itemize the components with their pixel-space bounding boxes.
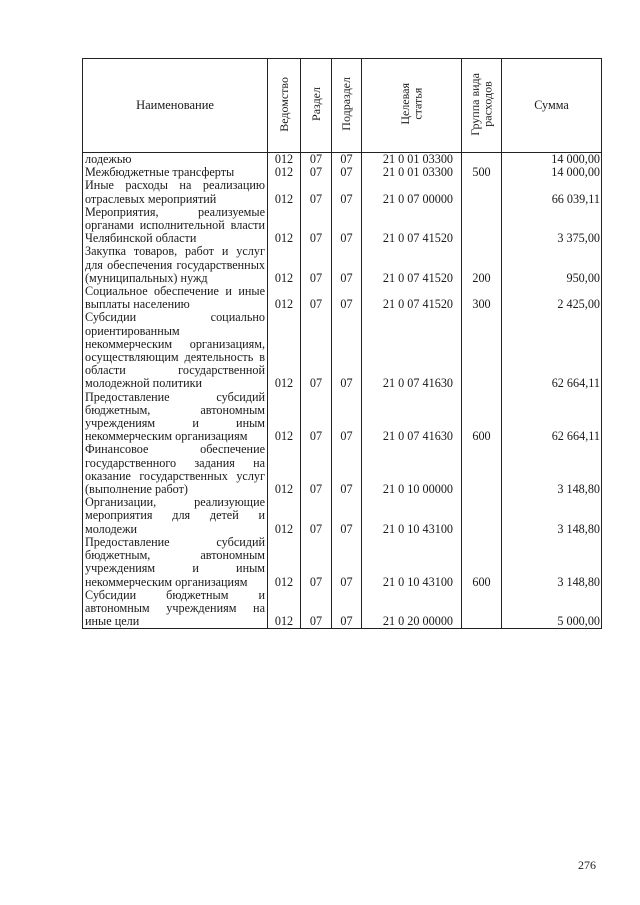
row-dept: 012 <box>268 589 301 629</box>
row-group: 200 <box>462 245 502 285</box>
row-group: 300 <box>462 285 502 311</box>
row-group <box>462 496 502 536</box>
row-section: 07 <box>301 391 332 444</box>
header-section-text: Раздел <box>308 86 323 121</box>
table-row <box>83 285 602 311</box>
header-target-line1: Целевая <box>398 83 412 125</box>
header-dept-text: Ведомство <box>276 76 291 132</box>
row-sum: 3 375,00 <box>502 206 602 246</box>
row-sum: 3 148,80 <box>502 536 602 589</box>
row-group <box>462 589 502 629</box>
row-section: 07 <box>301 536 332 589</box>
table-row <box>83 206 602 246</box>
row-sum: 62 664,11 <box>502 391 602 444</box>
row-section: 07 <box>301 206 332 246</box>
table-row <box>83 153 602 167</box>
row-sum: 62 664,11 <box>502 311 602 390</box>
row-subsection: 07 <box>332 245 362 285</box>
row-name: Мероприятия, реализуемые органами исполнительной власти Челябинской области <box>83 206 268 246</box>
row-target: 21 0 01 03300 <box>362 166 462 179</box>
table-row <box>83 443 602 496</box>
header-name <box>83 59 268 153</box>
row-target: 21 0 07 41520 <box>362 245 462 285</box>
row-sum: 14 000,00 <box>502 153 602 167</box>
row-dept: 012 <box>268 311 301 390</box>
row-target: 21 0 20 00000 <box>362 589 462 629</box>
row-section: 07 <box>301 496 332 536</box>
header-section <box>301 59 332 153</box>
row-name: Субсидии социально ориентированным некоммерческим организациям, осуществляющим деятельность в области государственной молодежной политики <box>83 311 268 390</box>
table-row <box>83 589 602 629</box>
row-subsection: 07 <box>332 391 362 444</box>
row-sum: 5 000,00 <box>502 589 602 629</box>
row-name: Финансовое обеспечение государственного задания на оказание государственных услуг (выполнение работ) <box>83 443 268 496</box>
row-sum: 66 039,11 <box>502 179 602 205</box>
row-subsection: 07 <box>332 206 362 246</box>
row-sum: 950,00 <box>502 245 602 285</box>
table-row <box>83 179 602 205</box>
row-target: 21 0 01 03300 <box>362 153 462 167</box>
row-section: 07 <box>301 311 332 390</box>
row-target: 21 0 07 41630 <box>362 391 462 444</box>
row-group: 600 <box>462 391 502 444</box>
table-row <box>83 245 602 285</box>
header-row <box>83 59 602 153</box>
row-name: Социальное обеспечение и иные выплаты населению <box>83 285 268 311</box>
row-section: 07 <box>301 153 332 167</box>
row-name: Предоставление субсидий бюджетным, автономным учреждениям и иным некоммерческим организациям <box>83 391 268 444</box>
row-dept: 012 <box>268 245 301 285</box>
row-target: 21 0 07 41520 <box>362 206 462 246</box>
row-group: 500 <box>462 166 502 179</box>
page-number: 276 <box>578 858 596 872</box>
table-row <box>83 496 602 536</box>
row-group <box>462 206 502 246</box>
row-dept: 012 <box>268 285 301 311</box>
table-row <box>83 311 602 390</box>
row-subsection: 07 <box>332 285 362 311</box>
row-target: 21 0 07 41630 <box>362 311 462 390</box>
row-sum: 2 425,00 <box>502 285 602 311</box>
row-target: 21 0 07 41520 <box>362 285 462 311</box>
row-section: 07 <box>301 245 332 285</box>
header-group <box>462 59 502 153</box>
budget-table <box>82 58 602 629</box>
row-name: Иные расходы на реализацию отраслевых мероприятий <box>83 179 268 205</box>
row-dept: 012 <box>268 179 301 205</box>
row-name: Закупка товаров, работ и услуг для обеспечения государственных (муниципальных) нужд <box>83 245 268 285</box>
row-section: 07 <box>301 443 332 496</box>
header-sum <box>502 59 602 153</box>
row-subsection: 07 <box>332 153 362 167</box>
row-subsection: 07 <box>332 443 362 496</box>
row-group <box>462 153 502 167</box>
row-name: Предоставление субсидий бюджетным, автономным учреждениям и иным некоммерческим организациям <box>83 536 268 589</box>
row-group: 600 <box>462 536 502 589</box>
row-subsection: 07 <box>332 496 362 536</box>
row-dept: 012 <box>268 166 301 179</box>
row-dept: 012 <box>268 391 301 444</box>
header-dept <box>268 59 301 153</box>
header-subsection-text: Подраздел <box>339 77 354 131</box>
row-dept: 012 <box>268 153 301 167</box>
row-target: 21 0 10 43100 <box>362 496 462 536</box>
row-target: 21 0 10 00000 <box>362 443 462 496</box>
row-section: 07 <box>301 285 332 311</box>
row-dept: 012 <box>268 206 301 246</box>
table-body <box>83 153 602 629</box>
row-subsection: 07 <box>332 536 362 589</box>
row-section: 07 <box>301 589 332 629</box>
header-subsection <box>332 59 362 153</box>
row-group <box>462 311 502 390</box>
row-sum: 14 000,00 <box>502 166 602 179</box>
row-name: лодежью <box>83 153 268 167</box>
row-target: 21 0 10 43100 <box>362 536 462 589</box>
header-target-text <box>399 83 424 125</box>
header-group-line2: расходов <box>480 81 495 127</box>
header-name-text: Наименование <box>136 97 214 112</box>
row-subsection: 07 <box>332 179 362 205</box>
header-group-line1: Группа вида <box>468 72 482 136</box>
row-name: Субсидии бюджетным и автономным учреждениям на иные цели <box>83 589 268 629</box>
row-target: 21 0 07 00000 <box>362 179 462 205</box>
row-subsection: 07 <box>332 166 362 179</box>
row-sum: 3 148,80 <box>502 443 602 496</box>
row-dept: 012 <box>268 536 301 589</box>
header-target <box>362 59 462 153</box>
header-group-text <box>469 73 494 136</box>
row-dept: 012 <box>268 443 301 496</box>
row-subsection: 07 <box>332 311 362 390</box>
row-section: 07 <box>301 166 332 179</box>
row-sum: 3 148,80 <box>502 496 602 536</box>
table-row <box>83 391 602 444</box>
row-name: Организации, реализующие мероприятия для детей и молодежи <box>83 496 268 536</box>
header-sum-text: Сумма <box>534 97 569 112</box>
row-subsection: 07 <box>332 589 362 629</box>
row-group <box>462 443 502 496</box>
row-group <box>462 179 502 205</box>
row-dept: 012 <box>268 496 301 536</box>
row-name: Межбюджетные трансферты <box>83 166 268 179</box>
row-section: 07 <box>301 179 332 205</box>
header-target-line2: статья <box>410 87 425 120</box>
table-row <box>83 536 602 589</box>
